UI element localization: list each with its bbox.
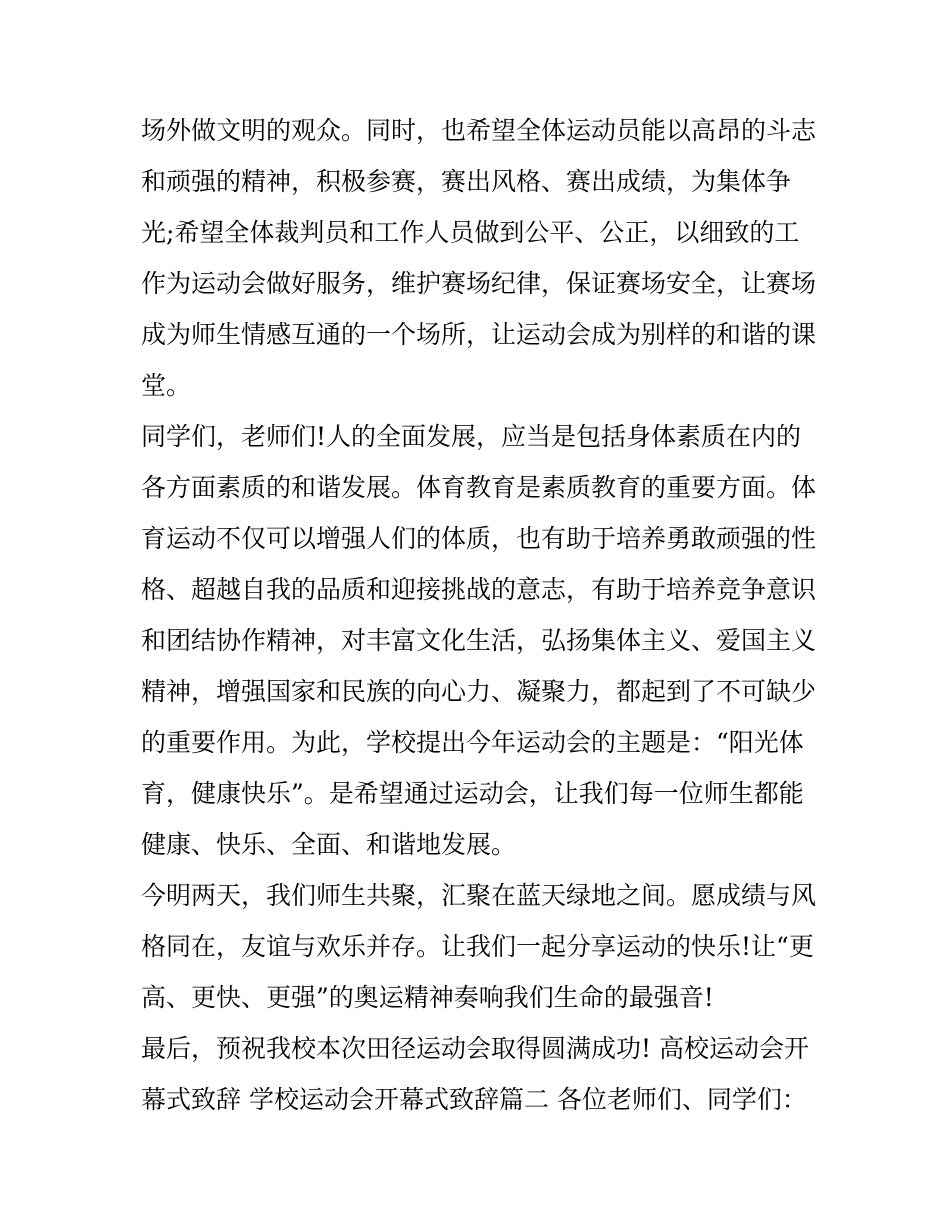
text-line: 精神，增强国家和民族的向心力、凝聚力，都起到了不可缺少 xyxy=(141,677,817,706)
text-line: 各方面素质的和谐发展。体育教育是素质教育的重要方面。体 xyxy=(141,473,817,502)
text-line: 作为运动会做好服务，维护赛场纪律，保证赛场安全，让赛场 xyxy=(141,269,817,298)
text-line: 光;希望全体裁判员和工作人员做到公平、公正，以细致的工 xyxy=(141,218,800,247)
text-line: 最后，预祝我校本次田径运动会取得圆满成功! 高校运动会开 xyxy=(141,1034,809,1063)
text-line: 和顽强的精神，积极参赛，赛出风格、赛出成绩，为集体争 xyxy=(141,167,792,196)
text-line: 堂。 xyxy=(141,371,192,400)
document-body xyxy=(141,105,821,1125)
text-line: 场外做文明的观众。同时，也希望全体运动员能以高昂的斗志 xyxy=(141,116,817,145)
text-line: 格同在，友谊与欢乐并存。让我们一起分享运动的快乐!让“更 xyxy=(141,932,814,961)
text-line: 高、更快、更强”的奥运精神奏响我们生命的最强音! xyxy=(141,983,714,1012)
text-line: 成为师生情感互通的一个场所，让运动会成为别样的和谐的课 xyxy=(141,320,817,349)
text-line: 今明两天，我们师生共聚，汇聚在蓝天绿地之间。愿成绩与风 xyxy=(141,881,817,910)
text-line: 和团结协作精神，对丰富文化生活，弘扬集体主义、爱国主义 xyxy=(141,626,817,655)
text-line: 健康、快乐、全面、和谐地发展。 xyxy=(141,830,517,859)
text-line: 格、超越自我的品质和迎接挑战的意志，有助于培养竞争意识 xyxy=(141,575,817,604)
text-line: 同学们，老师们!人的全面发展，应当是包括身体素质在内的 xyxy=(141,422,802,451)
text-line: 育运动不仅可以增强人们的体质，也有助于培养勇敢顽强的性 xyxy=(141,524,817,553)
text-line: 育，健康快乐”。是希望通过运动会，让我们每一位师生都能 xyxy=(141,779,804,808)
text-line: 的重要作用。为此，学校提出今年运动会的主题是：“阳光体 xyxy=(141,728,804,757)
text-line: 幕式致辞 学校运动会开幕式致辞篇二 各位老师们、同学们： xyxy=(141,1085,807,1114)
